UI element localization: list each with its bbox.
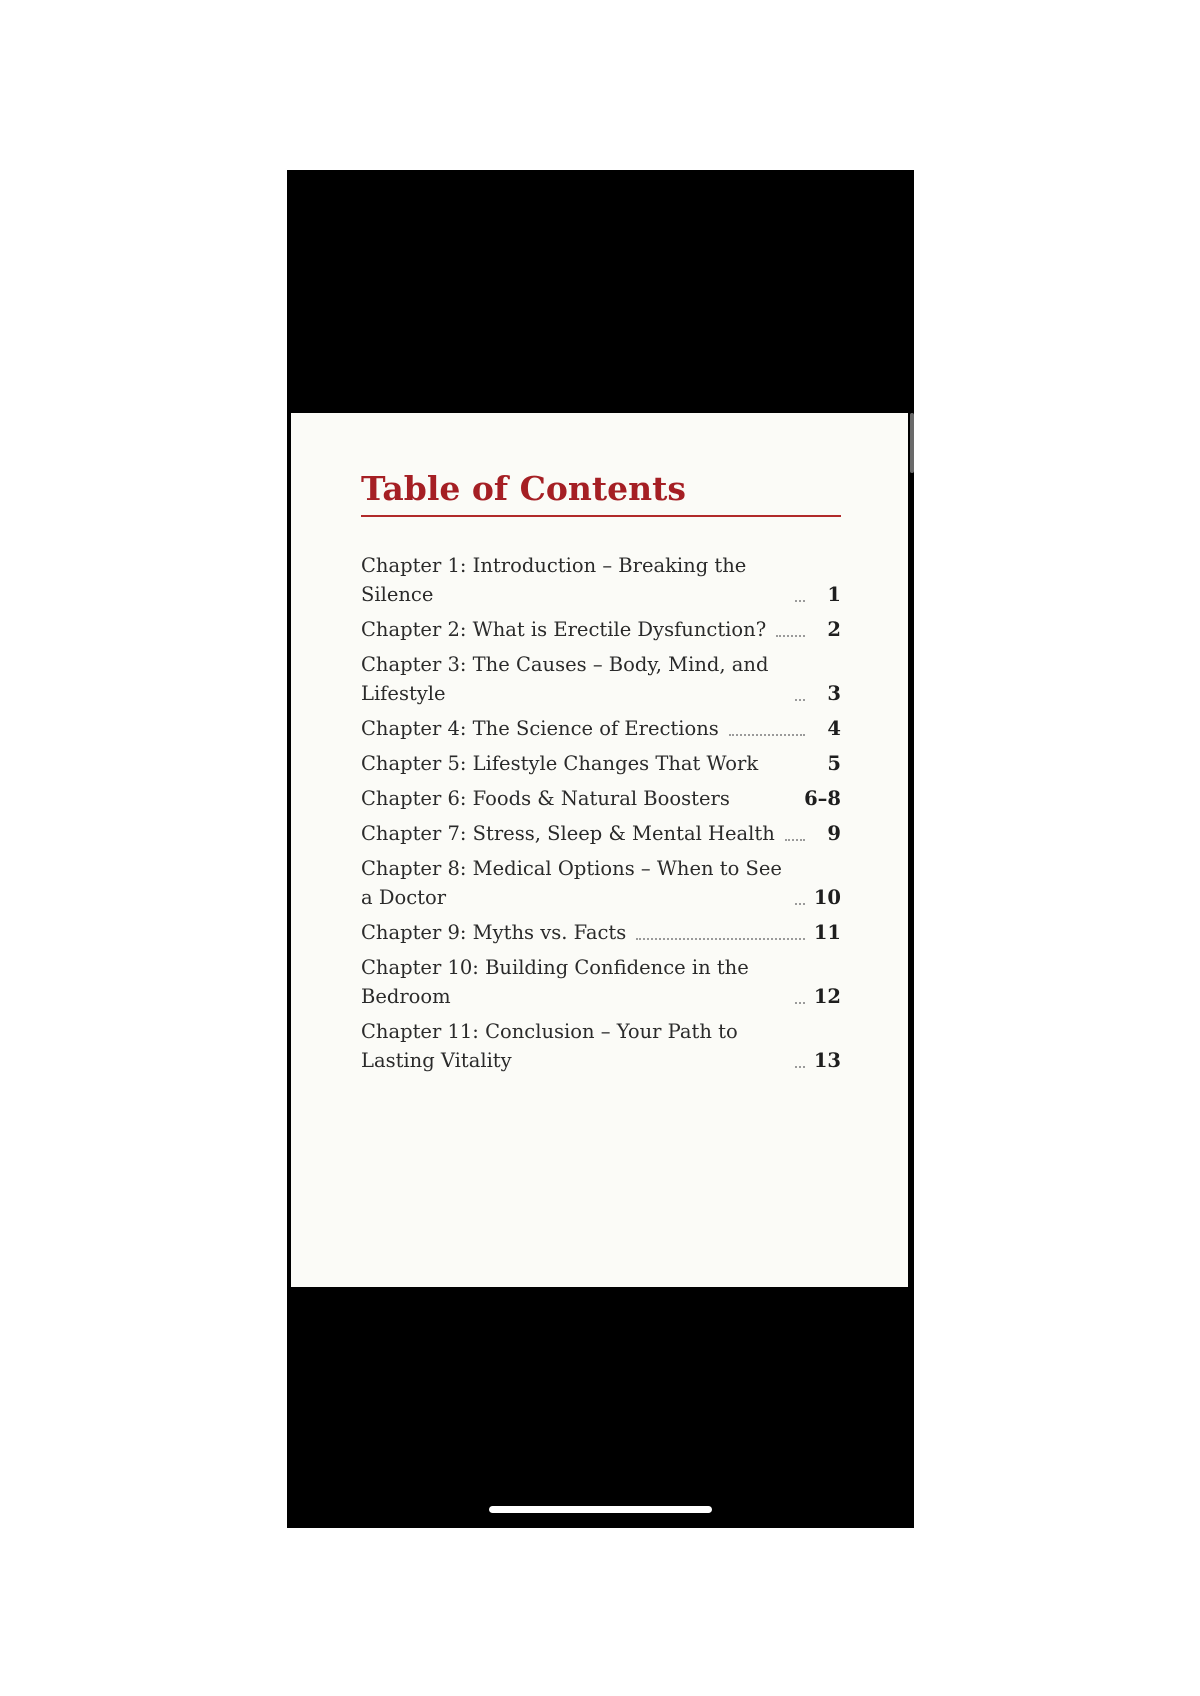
toc-entry-label: Chapter 7: Stress, Sleep & Mental Health (361, 822, 775, 845)
toc-entry-label: Chapter 10: Building Confidence in the Bedroom (361, 956, 749, 1008)
toc-entry-label: Chapter 6: Foods & Natural Boosters (361, 787, 730, 810)
dot-leader (729, 734, 805, 736)
toc-entry-label: Chapter 11: Conclusion – Your Path to Lasting Vitality (361, 1020, 738, 1072)
toc-entry[interactable] (361, 714, 841, 743)
toc-entry-page: 13 (813, 1049, 841, 1072)
toc-entries (361, 551, 841, 1075)
phone-screen (287, 170, 914, 1528)
toc-entry-label: Chapter 5: Lifestyle Changes That Work (361, 752, 759, 775)
toc-entry-label: Chapter 2: What is Erectile Dysfunction? (361, 618, 767, 641)
toc-entry-label: Chapter 4: The Science of Erections (361, 717, 719, 740)
toc-entry-page: 4 (827, 717, 841, 740)
toc-entry[interactable] (361, 551, 841, 609)
toc-entry-label: Chapter 9: Myths vs. Facts (361, 921, 627, 944)
toc-entry[interactable] (361, 784, 841, 813)
toc-entry[interactable] (361, 819, 841, 848)
toc-entry[interactable] (361, 918, 841, 947)
home-indicator[interactable] (489, 1506, 712, 1513)
dot-leader (785, 839, 805, 841)
toc-entry[interactable] (361, 854, 841, 912)
toc-entry[interactable] (361, 615, 841, 644)
dot-leader (795, 1002, 805, 1004)
toc-entry-page: 5 (827, 752, 841, 775)
toc-entry-page: 12 (813, 985, 841, 1008)
toc-entry[interactable] (361, 749, 841, 778)
toc-entry-page: 9 (827, 822, 841, 845)
dot-leader (795, 903, 805, 905)
toc-entry[interactable] (361, 953, 841, 1011)
table-of-contents (361, 469, 841, 1081)
toc-entry-label: Chapter 3: The Causes – Body, Mind, and Lifestyle (361, 653, 769, 705)
toc-entry-page: 11 (813, 921, 841, 944)
toc-entry-label: Chapter 1: Introduction – Breaking the Silence (361, 554, 747, 606)
toc-title: Table of Contents (361, 469, 841, 517)
toc-entry[interactable] (361, 1017, 841, 1075)
dot-leader (795, 699, 805, 701)
toc-entry-label: Chapter 8: Medical Options – When to See a Doctor (361, 857, 782, 909)
dot-leader (795, 600, 805, 602)
dot-leader (636, 938, 805, 940)
toc-entry-page: 6–8 (804, 787, 841, 810)
dot-leader (776, 635, 805, 637)
dot-leader (795, 1066, 805, 1068)
scrollbar[interactable] (910, 413, 914, 473)
toc-entry-page: 10 (813, 886, 841, 909)
document-page (291, 413, 908, 1287)
toc-entry-page: 3 (827, 682, 841, 705)
toc-entry-page: 1 (827, 583, 841, 606)
toc-entry[interactable] (361, 650, 841, 708)
toc-entry-page: 2 (827, 618, 841, 641)
